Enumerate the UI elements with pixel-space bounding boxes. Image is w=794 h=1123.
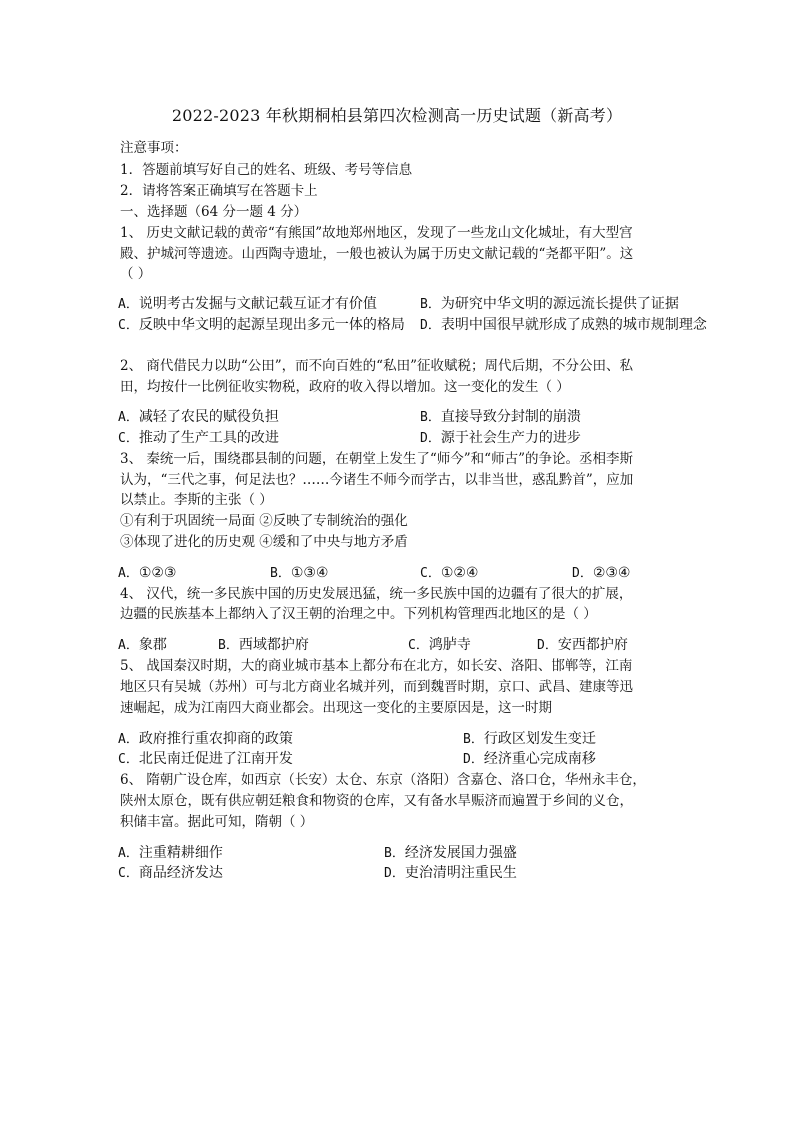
option-c[interactable] — [420, 563, 478, 584]
option-text: 政府推行重农抑商的政策 — [138, 731, 293, 747]
option-letter: D． — [420, 318, 441, 333]
option-letter: D． — [463, 752, 484, 767]
question-stem: 积储丰富。据此可知，隋朝（ ） — [120, 814, 314, 830]
option-text: 鸿胪寺 — [428, 637, 471, 653]
option-letter: D． — [384, 866, 405, 881]
option-a[interactable] — [118, 635, 167, 656]
option-text: ①②③ — [138, 565, 177, 581]
option-text: 经济发展国力强盛 — [404, 845, 517, 861]
option-letter: B． — [463, 732, 484, 747]
option-text: ①②④ — [440, 565, 479, 581]
option-a[interactable] — [118, 563, 176, 584]
question-stem: 2、 商代借民力以助“公田”，而不向百姓的“私田”征收赋税；周代后期，不分公田、私 — [120, 358, 633, 374]
option-letter: C． — [118, 431, 139, 446]
option-text: 象郡 — [138, 637, 167, 653]
option-letter: A． — [118, 410, 139, 425]
option-b[interactable] — [420, 407, 581, 428]
option-text: 直接导致分封制的崩溃 — [440, 409, 581, 425]
option-c[interactable] — [408, 635, 471, 656]
page-title: 2022-2023 年秋期桐柏县第四次检测高一历史试题（新高考） — [171, 106, 623, 125]
option-text: 西域都护府 — [238, 637, 309, 653]
option-letter: D． — [420, 431, 441, 446]
option-text: 注重精耕细作 — [138, 845, 223, 861]
option-text: 商品经济发达 — [138, 865, 223, 881]
option-text: 行政区划发生变迁 — [483, 731, 596, 747]
option-text: ①③④ — [290, 565, 329, 581]
option-text: 表明中国很早就形成了成熟的城市规制理念 — [440, 317, 707, 333]
option-letter: B． — [270, 566, 291, 581]
option-letter: C． — [408, 638, 429, 653]
option-letter: D． — [572, 566, 593, 581]
option-a[interactable] — [118, 729, 293, 750]
option-text: 反映中华文明的起源呈现出多元一体的格局 — [138, 317, 405, 333]
option-letter: A． — [118, 566, 139, 581]
option-letter: B． — [218, 638, 239, 653]
question-stem: 3、 秦统一后，围绕郡县制的问题，在朝堂上发生了“师今”和“师古”的争论。丞相李斯 — [120, 451, 633, 467]
option-letter: A． — [118, 732, 139, 747]
option-b[interactable] — [270, 563, 328, 584]
statement-line: ③体现了进化的历史观 ④缓和了中央与地方矛盾 — [120, 534, 408, 550]
section-heading: 一、选择题（64 分一题 4 分） — [120, 204, 308, 220]
option-d[interactable] — [420, 428, 581, 449]
option-text: 吏治清明注重民生 — [404, 865, 517, 881]
question-stem: 认为，“三代之事，何足法也？……今诸生不师今而学古，以非当世，惑乱黔首”，应加 — [120, 472, 634, 488]
option-text: 安西都护府 — [557, 637, 628, 653]
option-letter: A． — [118, 846, 139, 861]
option-text: 推动了生产工具的改进 — [138, 430, 279, 446]
option-text: ②③④ — [592, 565, 631, 581]
option-letter: C． — [420, 566, 441, 581]
option-d[interactable] — [420, 315, 720, 336]
notice-item: 1．答题前填写好自己的姓名、班级、考号等信息 — [120, 162, 413, 178]
question-stem: 陕州太原仓，既有供应朝廷粮食和物资的仓库，又有备水旱赈济而遍置于乡间的义仓， — [120, 793, 633, 809]
question-stem: 殿、护城河等遗迹。山西陶寺遗址，一般也被认为属于历史文献记载的“尧都平阳”。这 — [120, 246, 634, 262]
option-text: 源于社会生产力的进步 — [440, 430, 581, 446]
option-c[interactable] — [118, 749, 293, 770]
option-a[interactable] — [118, 843, 223, 864]
option-d[interactable] — [537, 635, 628, 656]
option-letter: C． — [118, 318, 139, 333]
answer-blank: （ ） — [120, 266, 152, 282]
question-stem: 速崛起，成为江南四大商业都会。出现这一变化的主要原因是，这一时期 — [120, 700, 552, 716]
question-stem: 地区只有吴城（苏州）可与北方商业名城并列，而到魏晋时期，京口、武昌、建康等迅 — [120, 679, 633, 695]
option-b[interactable] — [384, 843, 517, 864]
question-stem: 田，均按什一比例征收实物税，政府的收入得以增加。这一变化的发生（ ） — [120, 379, 570, 395]
option-letter: C． — [118, 752, 139, 767]
option-letter: A． — [118, 297, 139, 312]
option-a[interactable] — [118, 407, 279, 428]
option-a[interactable] — [118, 294, 377, 315]
option-text: 说明考古发掘与文献记载互证才有价值 — [138, 296, 377, 312]
question-stem: 1、 历史文献记载的黄帝“有熊国”故地郑州地区，发现了一些龙山文化城址，有大型宫 — [120, 225, 633, 241]
notice-item: 2．请将答案正确填写在答题卡上 — [120, 183, 318, 199]
question-stem: 边疆的民族基本上都纳入了汉王朝的治理之中。下列机构管理西北地区的是（ ） — [120, 606, 597, 622]
option-text: 减轻了农民的赋役负担 — [138, 409, 279, 425]
option-c[interactable] — [118, 863, 223, 884]
option-letter: B． — [384, 846, 405, 861]
question-stem: 5、 战国秦汉时期，大的商业城市基本上都分布在北方，如长安、洛阳、邯郸等，江南 — [120, 658, 633, 674]
notice-heading: 注意事项： — [120, 140, 188, 156]
option-letter: D． — [537, 638, 558, 653]
option-b[interactable] — [463, 729, 596, 750]
statement-line: ①有利于巩固统一局面 ②反映了专制统治的强化 — [120, 513, 408, 529]
option-b[interactable] — [218, 635, 309, 656]
option-letter: B． — [420, 410, 441, 425]
option-text: 为研究中华文明的源远流长提供了证据 — [440, 296, 679, 312]
option-d[interactable] — [463, 749, 596, 770]
question-stem: 6、 隋朝广设仓库，如西京（长安）太仓、东京（洛阳）含嘉仓、洛口仓，华州永丰仓， — [120, 772, 646, 788]
question-stem: 以禁止。李斯的主张（ ） — [120, 492, 273, 508]
option-d[interactable] — [572, 563, 630, 584]
option-b[interactable] — [420, 294, 679, 315]
option-d[interactable] — [384, 863, 517, 884]
option-text: 北民南迁促进了江南开发 — [138, 751, 293, 767]
option-c[interactable] — [118, 428, 279, 449]
option-letter: B． — [420, 297, 441, 312]
option-text: 经济重心完成南移 — [483, 751, 596, 767]
option-c[interactable] — [118, 315, 418, 336]
question-stem: 4、 汉代，统一多民族中国的历史发展迅猛，统一多民族中国的边疆有了很大的扩展， — [120, 586, 633, 602]
option-letter: A． — [118, 638, 139, 653]
option-letter: C． — [118, 866, 139, 881]
